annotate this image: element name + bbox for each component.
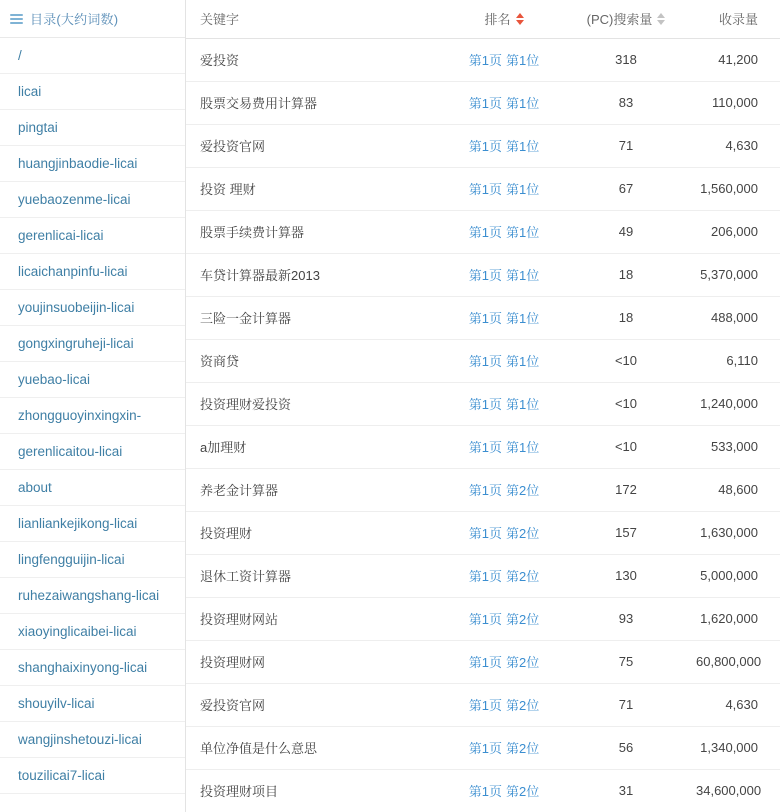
cell-rank [438, 210, 570, 253]
cell-pc-volume: 71 [570, 683, 682, 726]
cell-index-count: 206,000 [682, 210, 780, 253]
cell-rank [438, 769, 570, 812]
sidebar-item-gerenlicai-licai[interactable]: gerenlicai-licai [0, 218, 185, 254]
cell-keyword: 爱投资 [186, 38, 438, 81]
cell-pc-volume: 18 [570, 296, 682, 339]
cell-rank [438, 640, 570, 683]
cell-pc-volume: <10 [570, 425, 682, 468]
table-body [186, 38, 780, 812]
table-row[interactable] [186, 597, 780, 640]
column-label-pc-volume: (PC)搜索量 [586, 12, 653, 28]
sidebar-item-yuebao-licai[interactable]: yuebao-licai [0, 362, 185, 398]
table-row[interactable] [186, 769, 780, 812]
cell-rank [438, 597, 570, 640]
cell-pc-volume: <10 [570, 339, 682, 382]
table-row[interactable] [186, 554, 780, 597]
cell-pc-volume: 83 [570, 81, 682, 124]
column-label-index-count: 收录量 [718, 12, 758, 28]
table-row[interactable] [186, 425, 780, 468]
cell-pc-volume: 172 [570, 468, 682, 511]
cell-index-count: 1,340,000 [682, 726, 780, 769]
cell-pc-volume: 31 [570, 769, 682, 812]
table-row[interactable] [186, 81, 780, 124]
table-header-row [186, 0, 780, 38]
cell-keyword: 爱投资官网 [186, 683, 438, 726]
sidebar-item-lingfengguijin-licai[interactable]: lingfengguijin-licai [0, 542, 185, 578]
sidebar-item-wangjinshetouzi-licai[interactable]: wangjinshetouzi-licai [0, 722, 185, 758]
cell-rank [438, 468, 570, 511]
keyword-table-panel [186, 0, 780, 812]
cell-rank [438, 382, 570, 425]
rank-page-link[interactable]: 第1页 [468, 612, 502, 627]
column-label-keyword: 关键字 [200, 12, 240, 28]
rank-page-link[interactable]: 第1页 [468, 526, 502, 541]
cell-pc-volume: 93 [570, 597, 682, 640]
cell-index-count: 110,000 [682, 81, 780, 124]
cell-rank [438, 554, 570, 597]
sidebar-item-pingtai[interactable]: pingtai [0, 110, 185, 146]
table-row[interactable] [186, 726, 780, 769]
rank-position-link[interactable]: 第1位 [506, 397, 540, 412]
column-header-keyword [186, 0, 438, 38]
cell-pc-volume: <10 [570, 382, 682, 425]
rank-page-link[interactable]: 第1页 [468, 440, 502, 455]
table-row[interactable] [186, 38, 780, 81]
sidebar-item-shanghaixinyong-licai[interactable]: shanghaixinyong-licai [0, 650, 185, 686]
cell-keyword: 股票手续费计算器 [186, 210, 438, 253]
cell-rank [438, 253, 570, 296]
cell-index-count: 5,000,000 [682, 554, 780, 597]
sidebar-item-xiaoyinglicaibei-licai[interactable]: xiaoyinglicaibei-licai [0, 614, 185, 650]
sidebar-item-gerenlicaitou-licai[interactable]: gerenlicaitou-licai [0, 434, 185, 470]
table-row[interactable] [186, 468, 780, 511]
cell-keyword: 三险一金计算器 [186, 296, 438, 339]
table-row[interactable] [186, 382, 780, 425]
cell-keyword: 退休工资计算器 [186, 554, 438, 597]
cell-pc-volume: 67 [570, 167, 682, 210]
sidebar-item-ruhezaiwangshang-licai[interactable]: ruhezaiwangshang-licai [0, 578, 185, 614]
sidebar-title: 目录(大约词数) [30, 12, 119, 27]
cell-index-count: 5,370,000 [682, 253, 780, 296]
cell-rank [438, 683, 570, 726]
sidebar-item-licaichanpinfu-licai[interactable]: licaichanpinfu-licai [0, 254, 185, 290]
rank-page-link[interactable]: 第1页 [468, 311, 502, 326]
cell-keyword: 养老金计算器 [186, 468, 438, 511]
cell-index-count: 6,110 [682, 339, 780, 382]
cell-keyword: 单位净值是什么意思 [186, 726, 438, 769]
cell-keyword: 投资理财网站 [186, 597, 438, 640]
column-header-index-count [682, 0, 780, 38]
cell-keyword: 投资 理财 [186, 167, 438, 210]
cell-keyword: 股票交易费用计算器 [186, 81, 438, 124]
cell-index-count: 533,000 [682, 425, 780, 468]
cell-rank [438, 425, 570, 468]
cell-rank [438, 167, 570, 210]
cell-keyword: 爱投资官网 [186, 124, 438, 167]
cell-index-count: 34,600,000 [682, 769, 780, 812]
table-row[interactable] [186, 124, 780, 167]
cell-index-count: 60,800,000 [682, 640, 780, 683]
rank-position-link[interactable]: 第1位 [506, 225, 540, 240]
rank-page-link[interactable]: 第1页 [468, 655, 502, 670]
rank-position-link[interactable]: 第2位 [506, 569, 540, 584]
rank-page-link[interactable]: 第1页 [468, 354, 502, 369]
cell-pc-volume: 56 [570, 726, 682, 769]
sort-ascending-icon[interactable] [516, 13, 524, 25]
cell-keyword: 资商贷 [186, 339, 438, 382]
rank-position-link[interactable]: 第2位 [506, 784, 540, 799]
cell-keyword: 投资理财项目 [186, 769, 438, 812]
sidebar-item-root[interactable]: / [0, 38, 185, 74]
sidebar-item-huangjinbaodie-licai[interactable]: huangjinbaodie-licai [0, 146, 185, 182]
rank-page-link[interactable]: 第1页 [468, 784, 502, 799]
rank-page-link[interactable]: 第1页 [468, 569, 502, 584]
cell-rank [438, 511, 570, 554]
rank-position-link[interactable]: 第1位 [506, 96, 540, 111]
cell-rank [438, 81, 570, 124]
rank-position-link[interactable]: 第2位 [506, 526, 540, 541]
sidebar-item-yuebaozenme-licai[interactable]: yuebaozenme-licai [0, 182, 185, 218]
sidebar [0, 0, 186, 812]
rank-page-link[interactable]: 第1页 [468, 182, 502, 197]
table-row[interactable] [186, 683, 780, 726]
cell-index-count: 1,240,000 [682, 382, 780, 425]
cell-pc-volume: 130 [570, 554, 682, 597]
cell-rank [438, 339, 570, 382]
cell-rank [438, 296, 570, 339]
cell-keyword: 投资理财爱投资 [186, 382, 438, 425]
sidebar-item-zhongguoyinxingxin[interactable]: zhongguoyinxingxin- [0, 398, 185, 434]
rank-position-link[interactable]: 第1位 [506, 268, 540, 283]
rank-page-link[interactable]: 第1页 [468, 139, 502, 154]
cell-rank [438, 38, 570, 81]
table-row[interactable] [186, 296, 780, 339]
table-row[interactable] [186, 339, 780, 382]
menu-icon [10, 14, 23, 24]
rank-position-link[interactable]: 第1位 [506, 182, 540, 197]
sidebar-item-youjinsuobeijin-licai[interactable]: youjinsuobeijin-licai [0, 290, 185, 326]
rank-position-link[interactable]: 第2位 [506, 483, 540, 498]
rank-page-link[interactable]: 第1页 [468, 225, 502, 240]
cell-keyword: 投资理财网 [186, 640, 438, 683]
rank-page-link[interactable]: 第1页 [468, 397, 502, 412]
cell-index-count: 4,630 [682, 683, 780, 726]
sidebar-item-gongxingruheji-licai[interactable]: gongxingruheji-licai [0, 326, 185, 362]
cell-index-count: 4,630 [682, 124, 780, 167]
cell-pc-volume: 71 [570, 124, 682, 167]
rank-position-link[interactable]: 第1位 [506, 440, 540, 455]
sidebar-item-about[interactable]: about [0, 470, 185, 506]
cell-pc-volume: 157 [570, 511, 682, 554]
rank-position-link[interactable]: 第1位 [506, 311, 540, 326]
sort-toggle-icon[interactable] [657, 13, 665, 25]
rank-position-link[interactable]: 第2位 [506, 612, 540, 627]
cell-pc-volume: 75 [570, 640, 682, 683]
table-row[interactable] [186, 210, 780, 253]
table-row[interactable] [186, 511, 780, 554]
cell-keyword: 车贷计算器最新2013 [186, 253, 438, 296]
cell-index-count: 1,560,000 [682, 167, 780, 210]
rank-position-link[interactable]: 第2位 [506, 655, 540, 670]
column-header-pc-volume[interactable] [570, 0, 682, 38]
cell-pc-volume: 49 [570, 210, 682, 253]
cell-index-count: 48,600 [682, 468, 780, 511]
cell-index-count: 1,620,000 [682, 597, 780, 640]
rank-position-link[interactable]: 第2位 [506, 698, 540, 713]
cell-index-count: 488,000 [682, 296, 780, 339]
rank-page-link[interactable]: 第1页 [468, 698, 502, 713]
rank-position-link[interactable]: 第1位 [506, 354, 540, 369]
rank-position-link[interactable]: 第1位 [506, 53, 540, 68]
sidebar-item-licai[interactable]: licai [0, 74, 185, 110]
sidebar-item-lianliankejikong-licai[interactable]: lianliankejikong-licai [0, 506, 185, 542]
table-header [186, 0, 780, 38]
table-row[interactable] [186, 253, 780, 296]
cell-rank [438, 124, 570, 167]
column-header-rank[interactable] [438, 0, 570, 38]
rank-page-link[interactable]: 第1页 [468, 268, 502, 283]
sidebar-item-shouyilv-licai[interactable]: shouyilv-licai [0, 686, 185, 722]
table-row[interactable] [186, 640, 780, 683]
sidebar-item-touzilicai7-licai[interactable]: touzilicai7-licai [0, 758, 185, 794]
rank-position-link[interactable]: 第1位 [506, 139, 540, 154]
cell-pc-volume: 318 [570, 38, 682, 81]
cell-index-count: 1,630,000 [682, 511, 780, 554]
rank-position-link[interactable]: 第2位 [506, 741, 540, 756]
cell-keyword: 投资理财 [186, 511, 438, 554]
sidebar-header[interactable] [0, 0, 185, 38]
rank-page-link[interactable]: 第1页 [468, 96, 502, 111]
cell-pc-volume: 18 [570, 253, 682, 296]
keyword-table [186, 0, 780, 812]
cell-index-count: 41,200 [682, 38, 780, 81]
rank-page-link[interactable]: 第1页 [468, 483, 502, 498]
rank-page-link[interactable]: 第1页 [468, 741, 502, 756]
table-row[interactable] [186, 167, 780, 210]
sidebar-list [0, 38, 185, 794]
column-label-rank: 排名 [484, 12, 511, 28]
cell-keyword: a加理财 [186, 425, 438, 468]
cell-rank [438, 726, 570, 769]
rank-page-link[interactable]: 第1页 [468, 53, 502, 68]
